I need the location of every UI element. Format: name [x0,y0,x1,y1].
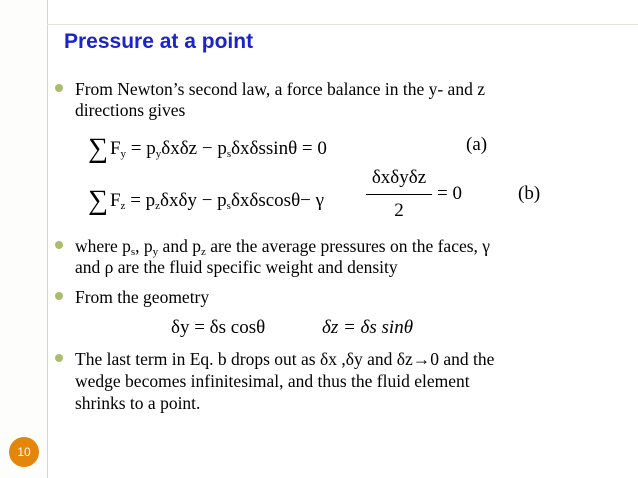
bullet-dot [55,292,63,300]
geometry-equation-z: δz = δs sinθ [322,317,414,338]
bullet-text: The last term in Eq. b drops out as δx ,δy and δz→0 and the [75,349,495,369]
slide-left-frame [0,0,48,478]
bullet-text: where $p_s$, $p_y$ and $p_z$ are the average pressures on the faces, γ [75,236,491,258]
geometry-equation-y: δy = δs cosθ [171,317,266,338]
fraction-denominator: 2 [394,200,404,221]
bullet-text: and ρ are the fluid specific weight and density [75,257,398,277]
fraction-bar [366,194,432,195]
equation-b: ∑ $F_z = p_z\delta x\delta y - p_s\delta x\delta scos\theta- \gamma$ [88,185,325,216]
fraction-numerator: δxδyδz [371,167,427,188]
equation-a: ∑ $F_y = p_y\delta x\delta z - p_s\delta x\delta ssin\theta = 0$ [88,133,327,164]
equation-a-tag: (a) [466,134,488,155]
equation-b-tag: (b) [518,183,541,204]
slide-title: Pressure at a point [64,30,254,53]
bullet-text: From the geometry [75,287,210,307]
bullet-text: shrinks to a point. [75,393,201,413]
bullet-dot [55,354,63,362]
equation-b-fraction [366,167,432,223]
page-number-badge: 10 [9,437,39,467]
bullet-dot [55,241,63,249]
bullet-text: From Newton’s second law, a force balance in the y- and z [75,79,485,99]
bullet-text: directions gives [75,100,186,120]
bullet-text: wedge becomes infinitesimal, and thus the fluid element [75,371,470,391]
equation-b-rhs: = 0 [437,183,462,204]
bullet-dot [55,84,63,92]
slide-top-frame [47,0,638,25]
